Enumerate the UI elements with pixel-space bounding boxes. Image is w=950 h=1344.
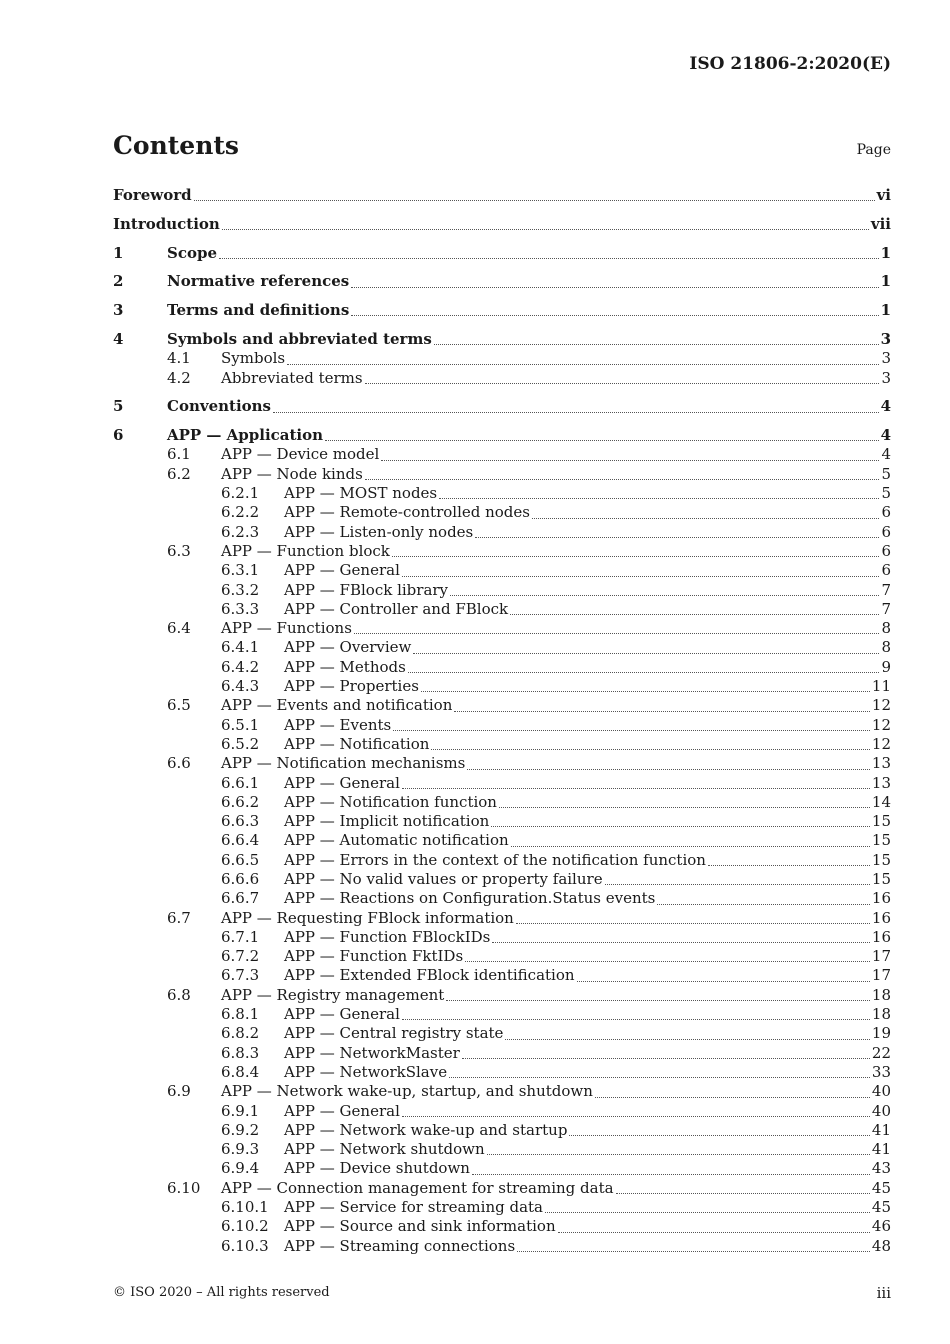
toc-entry-page: 45 [871, 1178, 891, 1197]
toc-entry[interactable] [113, 909, 891, 928]
toc-leader-dots [450, 594, 879, 596]
toc-leader-dots [392, 555, 880, 557]
toc-entry-page: 6 [881, 522, 891, 541]
toc-entry[interactable] [113, 716, 891, 735]
toc-entry-number: 6.7 [167, 908, 191, 927]
toc-leader-dots [532, 517, 879, 519]
toc-entry[interactable] [113, 947, 891, 966]
toc-leader-dots [365, 478, 880, 480]
toc-entry-number: 5 [113, 397, 124, 416]
page-title: Contents [113, 131, 240, 160]
toc-entry-title: Introduction [113, 214, 220, 233]
toc-entry[interactable] [113, 369, 891, 388]
toc-entry-page: 14 [871, 792, 891, 811]
table-of-contents [113, 186, 891, 1256]
toc-entry[interactable] [113, 523, 891, 542]
toc-entry[interactable] [113, 1159, 891, 1178]
toc-entry-title: Normative references [167, 272, 350, 291]
toc-leader-dots [351, 286, 878, 288]
toc-leader-dots [439, 497, 879, 499]
toc-entry-page: 7 [881, 580, 891, 599]
toc-entry-title: Symbols [221, 349, 286, 368]
toc-entry-number: 4.2 [167, 368, 191, 387]
toc-entry-page: 16 [871, 927, 891, 946]
toc-entry-number: 6.8.2 [221, 1024, 260, 1043]
toc-entry-title: APP — Properties [284, 677, 419, 696]
toc-entry-number: 6.6.2 [221, 792, 260, 811]
toc-entry-page: 41 [871, 1140, 891, 1159]
toc-entry-title: APP — Function FktIDs [284, 947, 464, 966]
toc-entry-title: APP — Controller and FBlock [284, 599, 509, 618]
toc-entry-number: 6.6.3 [221, 812, 260, 831]
toc-entry-title: APP — Functions [221, 619, 352, 638]
toc-entry[interactable] [113, 889, 891, 908]
toc-entry-title: APP — Source and sink information [284, 1217, 556, 1236]
toc-entry[interactable] [113, 426, 891, 445]
toc-entry[interactable] [113, 397, 891, 416]
toc-entry-title: APP — Reactions on Configuration.Status events [284, 889, 656, 908]
toc-entry-number: 6.6.6 [221, 870, 260, 888]
toc-entry[interactable] [113, 793, 891, 812]
toc-entry-page: 15 [871, 850, 891, 869]
toc-entry-number: 6.10.2 [221, 1217, 269, 1236]
toc-leader-dots [492, 941, 870, 943]
toc-entry-number: 6.5.2 [221, 734, 260, 753]
toc-entry-page: vii [870, 214, 891, 233]
toc-leader-dots [517, 1250, 870, 1252]
toc-entry-title: APP — General [284, 1005, 400, 1024]
toc-entry-number: 6.3 [167, 541, 191, 560]
toc-leader-dots [222, 228, 869, 230]
toc-entry-number: 6.1 [167, 445, 191, 464]
toc-entry[interactable] [113, 986, 891, 1005]
toc-entry-title: Abbreviated terms [221, 368, 363, 387]
toc-entry-number: 6.10 [167, 1178, 201, 1197]
toc-entry[interactable] [113, 1102, 891, 1121]
toc-entry[interactable] [113, 542, 891, 561]
toc-entry-title: APP — Function block [221, 541, 390, 560]
toc-entry-page: 33 [871, 1062, 891, 1081]
toc-entry-page: 3 [881, 368, 891, 387]
toc-entry-page: 15 [871, 812, 891, 831]
toc-leader-dots [595, 1096, 870, 1098]
toc-entry[interactable] [113, 1044, 891, 1063]
toc-entry-number: 6.10.3 [221, 1236, 269, 1255]
toc-entry[interactable] [113, 754, 891, 773]
toc-entry[interactable] [113, 696, 891, 715]
toc-leader-dots [511, 845, 870, 847]
toc-leader-dots [475, 536, 879, 538]
toc-entry[interactable] [113, 1082, 891, 1101]
toc-entry[interactable] [113, 851, 891, 870]
toc-entry-title: APP — Application [167, 426, 324, 445]
toc-leader-dots [491, 825, 870, 827]
toc-entry-number: 6.4.3 [221, 677, 260, 696]
toc-entry-number: 6.2.2 [221, 503, 260, 522]
toc-leader-dots [510, 613, 879, 615]
toc-entry-title: APP — Events and notification [221, 696, 453, 715]
toc-leader-dots [569, 1134, 869, 1136]
toc-entry-page: 4 [881, 445, 891, 464]
toc-entry[interactable] [113, 244, 891, 263]
toc-leader-dots [354, 632, 880, 634]
toc-entry-page: 48 [871, 1236, 891, 1255]
toc-entry[interactable] [113, 619, 891, 638]
toc-entry[interactable] [113, 1179, 891, 1198]
toc-entry-title: Symbols and abbreviated terms [167, 329, 432, 348]
toc-entry-page: 13 [871, 754, 891, 773]
toc-entry[interactable] [113, 503, 891, 522]
toc-entry-title: APP — Network wake-up and startup [284, 1120, 568, 1139]
page-column-label: Page [856, 142, 891, 158]
toc-entry-number: 6.9.2 [221, 1120, 260, 1139]
toc-entry-title: APP — MOST nodes [284, 484, 438, 503]
toc-entry[interactable] [113, 349, 891, 368]
toc-entry-page: 5 [881, 484, 891, 503]
toc-leader-dots [325, 439, 879, 441]
toc-entry-title: APP — Service for streaming data [284, 1198, 543, 1217]
toc-leader-dots [351, 314, 878, 316]
toc-entry-number: 6.3.3 [221, 599, 260, 618]
toc-entry-page: 16 [871, 908, 891, 927]
toc-entry-number: 6.8.3 [221, 1043, 260, 1062]
toc-entry-page: 16 [871, 889, 891, 908]
toc-entry[interactable] [113, 735, 891, 754]
toc-leader-dots [381, 459, 879, 461]
toc-entry[interactable] [113, 1198, 891, 1217]
toc-leader-dots [465, 960, 870, 962]
toc-entry-title: APP — General [284, 773, 400, 792]
toc-leader-dots [421, 690, 870, 692]
toc-entry[interactable] [113, 445, 891, 464]
toc-entry-page: 3 [880, 329, 891, 348]
document-id: ISO 21806-2:2020(E) [689, 54, 891, 74]
toc-entry[interactable] [113, 831, 891, 850]
toc-entry-page: 9 [881, 657, 891, 676]
toc-entry-title: APP — Notification mechanisms [221, 754, 466, 773]
toc-entry[interactable] [113, 1237, 891, 1256]
toc-entry-number: 6.8 [167, 985, 191, 1004]
toc-entry-title: APP — Streaming connections [284, 1236, 516, 1255]
toc-leader-dots [657, 903, 870, 905]
toc-entry[interactable] [113, 1024, 891, 1043]
toc-entry-number: 6.2.3 [221, 522, 260, 541]
toc-entry[interactable] [113, 301, 891, 320]
toc-leader-dots [505, 1038, 869, 1040]
toc-entry-page: 3 [881, 349, 891, 368]
toc-entry-page: 15 [871, 831, 891, 850]
toc-entry-number: 6.6.7 [221, 889, 260, 908]
toc-entry-page: 11 [871, 677, 891, 696]
toc-entry-title: Foreword [113, 186, 192, 204]
toc-entry-number: 6.7.3 [221, 966, 260, 985]
toc-entry[interactable] [113, 1140, 891, 1159]
toc-entry-title: Scope [167, 243, 218, 262]
toc-leader-dots [431, 748, 870, 750]
toc-entry[interactable] [113, 1121, 891, 1140]
toc-entry[interactable] [113, 465, 891, 484]
toc-entry-number: 6.9 [167, 1082, 191, 1101]
toc-entry-number: 6.2.1 [221, 484, 260, 503]
toc-entry-number: 6.7.2 [221, 947, 260, 966]
toc-leader-dots [708, 864, 870, 866]
toc-leader-dots [616, 1192, 870, 1194]
toc-leader-dots [402, 787, 870, 789]
toc-leader-dots [577, 980, 870, 982]
toc-entry-page: 46 [871, 1217, 891, 1236]
toc-leader-dots [402, 1115, 870, 1117]
toc-entry-page: 18 [871, 985, 891, 1004]
toc-entry-number: 6.9.4 [221, 1159, 260, 1178]
toc-entry-page: 1 [880, 272, 891, 291]
toc-entry-title: APP — Extended FBlock identification [284, 966, 575, 985]
toc-entry-number: 6.9.3 [221, 1140, 260, 1159]
toc-entry-page: 40 [871, 1082, 891, 1101]
toc-entry[interactable] [113, 215, 891, 234]
toc-entry-title: APP — NetworkMaster [284, 1043, 460, 1062]
toc-entry-title: APP — Notification function [284, 792, 497, 811]
toc-entry-title: APP — General [284, 1101, 400, 1120]
toc-entry-page: 22 [871, 1043, 891, 1062]
toc-entry-title: APP — Network shutdown [284, 1140, 485, 1159]
toc-leader-dots [446, 999, 870, 1001]
toc-entry[interactable] [113, 600, 891, 619]
toc-entry-title: APP — Methods [284, 657, 406, 676]
toc-entry-number: 6.6.1 [221, 773, 260, 792]
toc-entry-page: 43 [871, 1159, 891, 1178]
toc-entry-number: 6.10.1 [221, 1198, 269, 1217]
toc-leader-dots [273, 411, 879, 413]
toc-entry-number: 6.4.1 [221, 638, 260, 657]
toc-entry-number: 6.7.1 [221, 927, 260, 946]
toc-leader-dots [516, 922, 870, 924]
toc-leader-dots [402, 1018, 870, 1020]
toc-entry[interactable] [113, 677, 891, 696]
toc-leader-dots [499, 806, 870, 808]
toc-leader-dots [393, 729, 870, 731]
toc-entry-title: APP — General [284, 561, 400, 580]
toc-entry-title: APP — Listen-only nodes [284, 522, 474, 541]
toc-leader-dots [194, 199, 875, 201]
toc-entry-page: 6 [881, 561, 891, 580]
toc-leader-dots [402, 575, 880, 577]
toc-entry-title: APP — Errors in the context of the notification function [284, 850, 706, 869]
toc-entry-title: APP — NetworkSlave [284, 1062, 448, 1081]
toc-entry-page: vi [876, 186, 891, 204]
toc-entry-title: APP — Implicit notification [284, 812, 490, 831]
toc-entry-page: 17 [871, 966, 891, 985]
toc-entry-page: 18 [871, 1005, 891, 1024]
toc-entry-page: 4 [880, 426, 891, 445]
toc-leader-dots [454, 710, 870, 712]
toc-entry-number: 6.6.4 [221, 831, 260, 850]
toc-entry[interactable] [113, 870, 891, 889]
copyright-notice: © ISO 2020 – All rights reserved [113, 1285, 330, 1300]
toc-entry-page: 8 [881, 619, 891, 638]
toc-leader-dots [462, 1057, 870, 1059]
toc-entry-number: 6.2 [167, 464, 191, 483]
toc-leader-dots [219, 257, 879, 259]
toc-entry-title: APP — Remote-controlled nodes [284, 503, 530, 522]
toc-entry-page: 1 [880, 243, 891, 262]
toc-entry[interactable] [113, 272, 891, 291]
toc-entry[interactable] [113, 1217, 891, 1236]
toc-entry-page: 17 [871, 947, 891, 966]
toc-entry-number: 6.6 [167, 754, 191, 773]
toc-entry-title: APP — FBlock library [284, 580, 449, 599]
toc-entry-title: Terms and definitions [167, 301, 350, 320]
toc-entry-page: 5 [881, 464, 891, 483]
toc-entry-number: 6.3.1 [221, 561, 260, 580]
toc-entry-page: 40 [871, 1101, 891, 1120]
toc-entry-page: 4 [880, 397, 891, 416]
toc-entry-page: 1 [880, 301, 891, 320]
toc-entry-page: 12 [871, 734, 891, 753]
toc-entry-page: 6 [881, 503, 891, 522]
toc-entry-title: APP — Central registry state [284, 1024, 504, 1043]
toc-entry-title: APP — Overview [284, 638, 412, 657]
toc-entry-page: 6 [881, 541, 891, 560]
toc-entry-page: 41 [871, 1120, 891, 1139]
toc-entry-number: 2 [113, 272, 124, 291]
toc-entry-number: 6.5.1 [221, 715, 260, 734]
toc-entry-number: 6.8.1 [221, 1005, 260, 1024]
toc-entry-number: 6.4 [167, 619, 191, 638]
toc-entry-page: 7 [881, 599, 891, 618]
toc-entry[interactable] [113, 581, 891, 600]
toc-entry-title: APP — Connection management for streaming data [221, 1178, 614, 1197]
toc-entry-page: 45 [871, 1198, 891, 1217]
page-number: iii [876, 1284, 891, 1302]
toc-entry-number: 6.4.2 [221, 657, 260, 676]
toc-entry-title: APP — Requesting FBlock information [221, 908, 514, 927]
toc-entry-title: APP — Events [284, 715, 392, 734]
toc-entry[interactable] [113, 812, 891, 831]
toc-leader-dots [472, 1173, 870, 1175]
toc-entry[interactable] [113, 658, 891, 677]
toc-entry[interactable] [113, 1063, 891, 1082]
toc-entry[interactable] [113, 186, 891, 205]
toc-leader-dots [467, 768, 870, 770]
toc-entry[interactable] [113, 330, 891, 349]
toc-leader-dots [558, 1231, 870, 1233]
toc-entry-page: 12 [871, 715, 891, 734]
toc-entry-title: APP — Node kinds [221, 464, 363, 483]
toc-entry-title: APP — Network wake-up, startup, and shutdown [221, 1082, 593, 1101]
toc-entry-number: 6.8.4 [221, 1062, 260, 1081]
toc-entry[interactable] [113, 1005, 891, 1024]
toc-entry-title: APP — Device shutdown [284, 1159, 470, 1178]
toc-entry-number: 1 [113, 243, 124, 262]
toc-entry-title: APP — Device model [221, 445, 380, 464]
toc-entry-page: 8 [881, 638, 891, 657]
toc-leader-dots [408, 671, 880, 673]
toc-entry-page: 12 [871, 696, 891, 715]
toc-leader-dots [365, 382, 880, 384]
toc-leader-dots [605, 883, 870, 885]
toc-entry-page: 15 [871, 870, 891, 888]
toc-entry[interactable] [113, 928, 891, 947]
toc-entry-number: 6.5 [167, 696, 191, 715]
toc-leader-dots [449, 1076, 870, 1078]
toc-entry-number: 4 [113, 329, 124, 348]
toc-leader-dots [545, 1211, 870, 1213]
toc-entry-number: 3 [113, 301, 124, 320]
toc-entry-number: 6.3.2 [221, 580, 260, 599]
toc-entry[interactable] [113, 484, 891, 503]
toc-leader-dots [487, 1153, 870, 1155]
toc-entry-title: APP — Registry management [221, 985, 445, 1004]
toc-entry-page: 19 [871, 1024, 891, 1043]
toc-leader-dots [434, 343, 879, 345]
toc-entry-number: 6.9.1 [221, 1101, 260, 1120]
toc-entry-number: 6.6.5 [221, 850, 260, 869]
toc-entry-title: APP — No valid values or property failure [284, 870, 603, 888]
toc-entry[interactable] [113, 638, 891, 657]
toc-entry[interactable] [113, 774, 891, 793]
toc-entry-title: APP — Automatic notification [284, 831, 509, 850]
toc-entry[interactable] [113, 561, 891, 580]
toc-entry[interactable] [113, 966, 891, 985]
toc-entry-number: 4.1 [167, 349, 191, 368]
toc-entry-title: APP — Notification [284, 734, 430, 753]
toc-leader-dots [287, 363, 879, 365]
toc-leader-dots [413, 652, 879, 654]
toc-entry-number: 6 [113, 426, 124, 445]
toc-entry-title: APP — Function FBlockIDs [284, 927, 491, 946]
toc-entry-title: Conventions [167, 397, 271, 416]
toc-entry-page: 13 [871, 773, 891, 792]
